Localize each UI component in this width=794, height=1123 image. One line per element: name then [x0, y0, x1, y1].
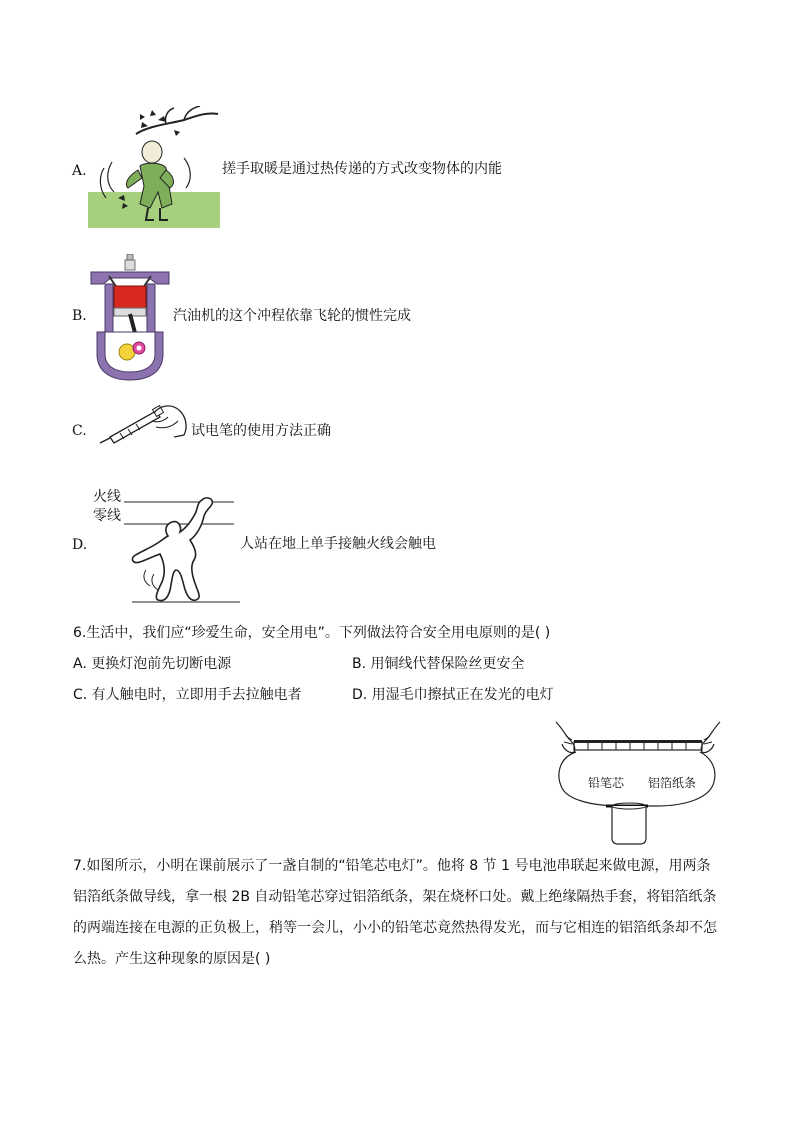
option-c-letter: C.	[72, 423, 87, 439]
option-d-text: 人站在地上单手接触火线会触电	[240, 536, 436, 552]
neutral-wire-label: 零线	[93, 508, 121, 524]
q7-line-3: 的两端连接在电源的正负极上，稍等一会儿，小小的铅笔芯竟然热得发光，而与它相连的铝箔纸条却不怎	[73, 920, 717, 936]
q6-choice-b: B. 用铜线代替保险丝更安全	[352, 656, 525, 672]
q7-text	[73, 851, 733, 975]
figure-pencil-lamp	[552, 718, 724, 846]
q7-line-2: 铝箔纸条做导线，拿一根 2B 自动铅笔芯穿过铝箔纸条，架在烧杯口处。戴上绝缘隔热手套，将铝箔纸条	[73, 889, 717, 905]
option-a-letter: A.	[72, 163, 87, 179]
q6-choice-d: D. 用湿毛巾擦拭正在发光的电灯	[352, 687, 554, 703]
foil-strip-label: 铝箔纸条	[648, 776, 697, 790]
figure-test-pen	[94, 401, 190, 451]
q6-choice-a: A. 更换灯泡前先切断电源	[73, 656, 232, 672]
option-b-text: 汽油机的这个冲程依靠飞轮的惯性完成	[173, 308, 411, 324]
q6-stem: 6.生活中，我们应“珍爱生命，安全用电”。下列做法符合安全用电原则的是( )	[73, 625, 551, 641]
figure-rubbing-hands	[88, 106, 220, 230]
option-c-text: 试电笔的使用方法正确	[191, 423, 331, 439]
option-b-letter: B.	[72, 308, 87, 324]
live-wire-label: 火线	[93, 489, 121, 505]
figure-electric-shock	[124, 494, 242, 606]
pencil-lead-label: 铅笔芯	[588, 776, 625, 790]
option-a-text: 搓手取暖是通过热传递的方式改变物体的内能	[222, 161, 502, 177]
q7-line-4: 么热。产生这种现象的原因是( )	[73, 951, 271, 967]
option-d-letter: D.	[72, 537, 88, 553]
q6-choice-c: C. 有人触电时，立即用手去拉触电者	[73, 687, 302, 703]
figure-engine-cylinder	[87, 254, 173, 382]
q7-line-1: 7.如图所示，小明在课前展示了一盏自制的“铅笔芯电灯”。他将 8 节 1 号电池串联起来做电源，用两条	[73, 858, 711, 874]
